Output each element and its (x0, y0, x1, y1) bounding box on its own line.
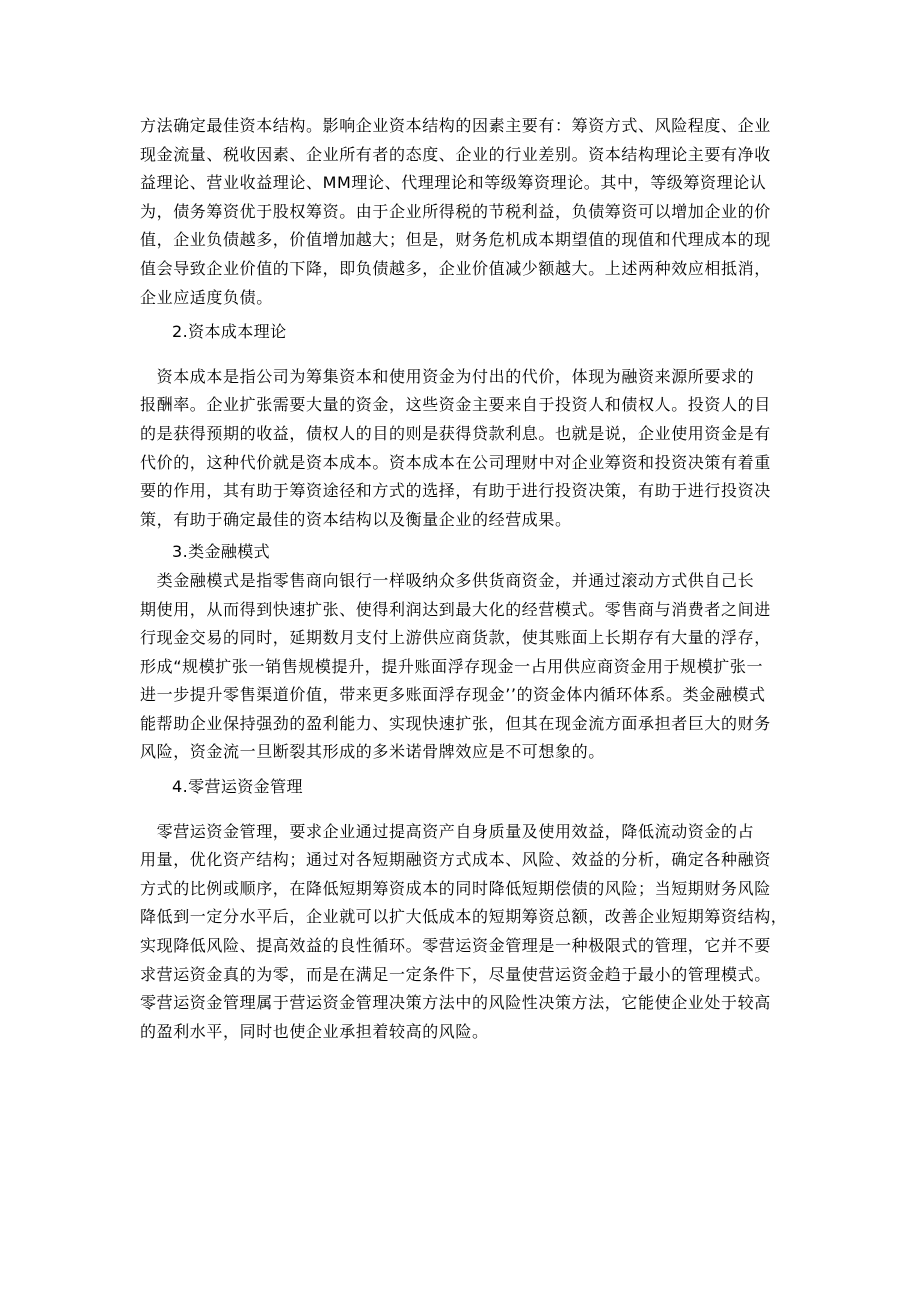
text-line: 为，债务筹资优于股权筹资。由于企业所得税的节税利益，负债筹资可以增加企业的价 (140, 201, 771, 221)
paragraph-zero-working-capital (140, 818, 790, 1047)
text-line: 益理论、营业收益理论、MM理论、代理理论和等级筹资理论。其中，等级筹资理论认 (140, 173, 767, 193)
text-line: 求营运资金真的为零，而是在满足一定条件下，尽量使营运资金趋于最小的管理模式。 (140, 964, 771, 984)
text-line: 值，企业负债越多，价值增加越大；但是，财务危机成本期望值的现值和代理成本的现 (140, 230, 771, 250)
text-line: 实现降低风险、提高效益的良性循环。零营运资金管理是一种极限式的管理，它并不要 (140, 936, 771, 956)
text-line: 代价的，这种代价就是资本成本。资本成本在公司理财中对企业筹资和投资决策有着重 (140, 452, 771, 472)
text-line: 零营运资金管理，要求企业通过提高资产自身质量及使用效益，降低流动资金的占 (140, 821, 755, 841)
text-line: 策，有助于确定最佳的资本结构以及衡量企业的经营成果。 (140, 509, 572, 529)
section-heading-capital-cost: 2.资本成本理论 (172, 322, 287, 342)
text-line: 类金融模式是指零售商向银行一样吸纳众多供货商资金，并通过滚动方式供自己长 (140, 570, 755, 590)
text-line: 要的作用，其有助于筹资途径和方式的选择，有助于进行投资决策，有助于进行投资决 (140, 481, 771, 501)
paragraph-capital-structure (140, 112, 790, 312)
text-line: 行现金交易的同时，延期数月支付上游供应商货款，使其账面上长期存有大量的浮存， (140, 628, 771, 648)
text-line: 能帮助企业保持强劲的盈利能力、实现快速扩张，但其在现金流方面承担者巨大的财务 (140, 713, 771, 733)
text-line: 方式的比例或顺序，在降低短期筹资成本的同时降低短期偿债的风险；当短期财务风险 (140, 878, 771, 898)
text-line: 风险，资金流一旦断裂其形成的多米诺骨牌效应是不可想象的。 (140, 742, 605, 762)
section-heading-quasi-finance: 3.类金融模式 (172, 542, 271, 562)
text-line: 方法确定最佳资本结构。影响企业资本结构的因素主要有：筹资方式、风险程度、企业 (140, 116, 771, 135)
text-line: 的盈利水平，同时也使企业承担着较高的风险。 (140, 1021, 489, 1041)
text-line: 用量，优化资产结构；通过对各短期融资方式成本、风险、效益的分析，确定各种融资 (140, 850, 771, 870)
text-line: 企业应适度负债。 (140, 287, 273, 307)
text-line: 进一步提升零售渠道价值，带来更多账面浮存现金’’的资金体内循环体系。类金融模式 (140, 685, 766, 705)
text-line: 期使用，从而得到快速扩张、使得利润达到最大化的经营模式。零售商与消费者之间进 (140, 599, 771, 619)
text-line: 报酬率。企业扩张需要大量的资金，这些资金主要来自于投资人和债权人。投资人的目 (140, 395, 771, 415)
text-line: 的是获得预期的收益，债权人的目的则是获得贷款利息。也就是说，企业使用资金是有 (140, 423, 771, 443)
text-line: 资本成本是指公司为筹集资本和使用资金为付出的代价，体现为融资来源所要求的 (140, 366, 755, 386)
text-line: 零营运资金管理属于营运资金管理决策方法中的风险性决策方法，它能使企业处于较高 (140, 993, 771, 1013)
text-line: 值会导致企业价值的下降，即负债越多，企业价值减少额越大。上述两种效应相抵消， (140, 258, 771, 278)
text-line: 降低到一定分水平后，企业就可以扩大低成本的短期筹资总额，改善企业短期筹资结构， (140, 907, 788, 927)
text-line: 现金流量、税收因素、企业所有者的态度、企业的行业差别。资本结构理论主要有净收 (140, 144, 771, 164)
section-heading-zero-working-capital: 4.零营运资金管理 (172, 777, 303, 797)
document-page (140, 112, 790, 1046)
text-line: 形成“规模扩张一销售规模提升，提升账面浮存现金一占用供应商资金用于规模扩张一 (140, 656, 764, 676)
paragraph-capital-cost (140, 363, 790, 535)
paragraph-quasi-finance (140, 567, 790, 767)
